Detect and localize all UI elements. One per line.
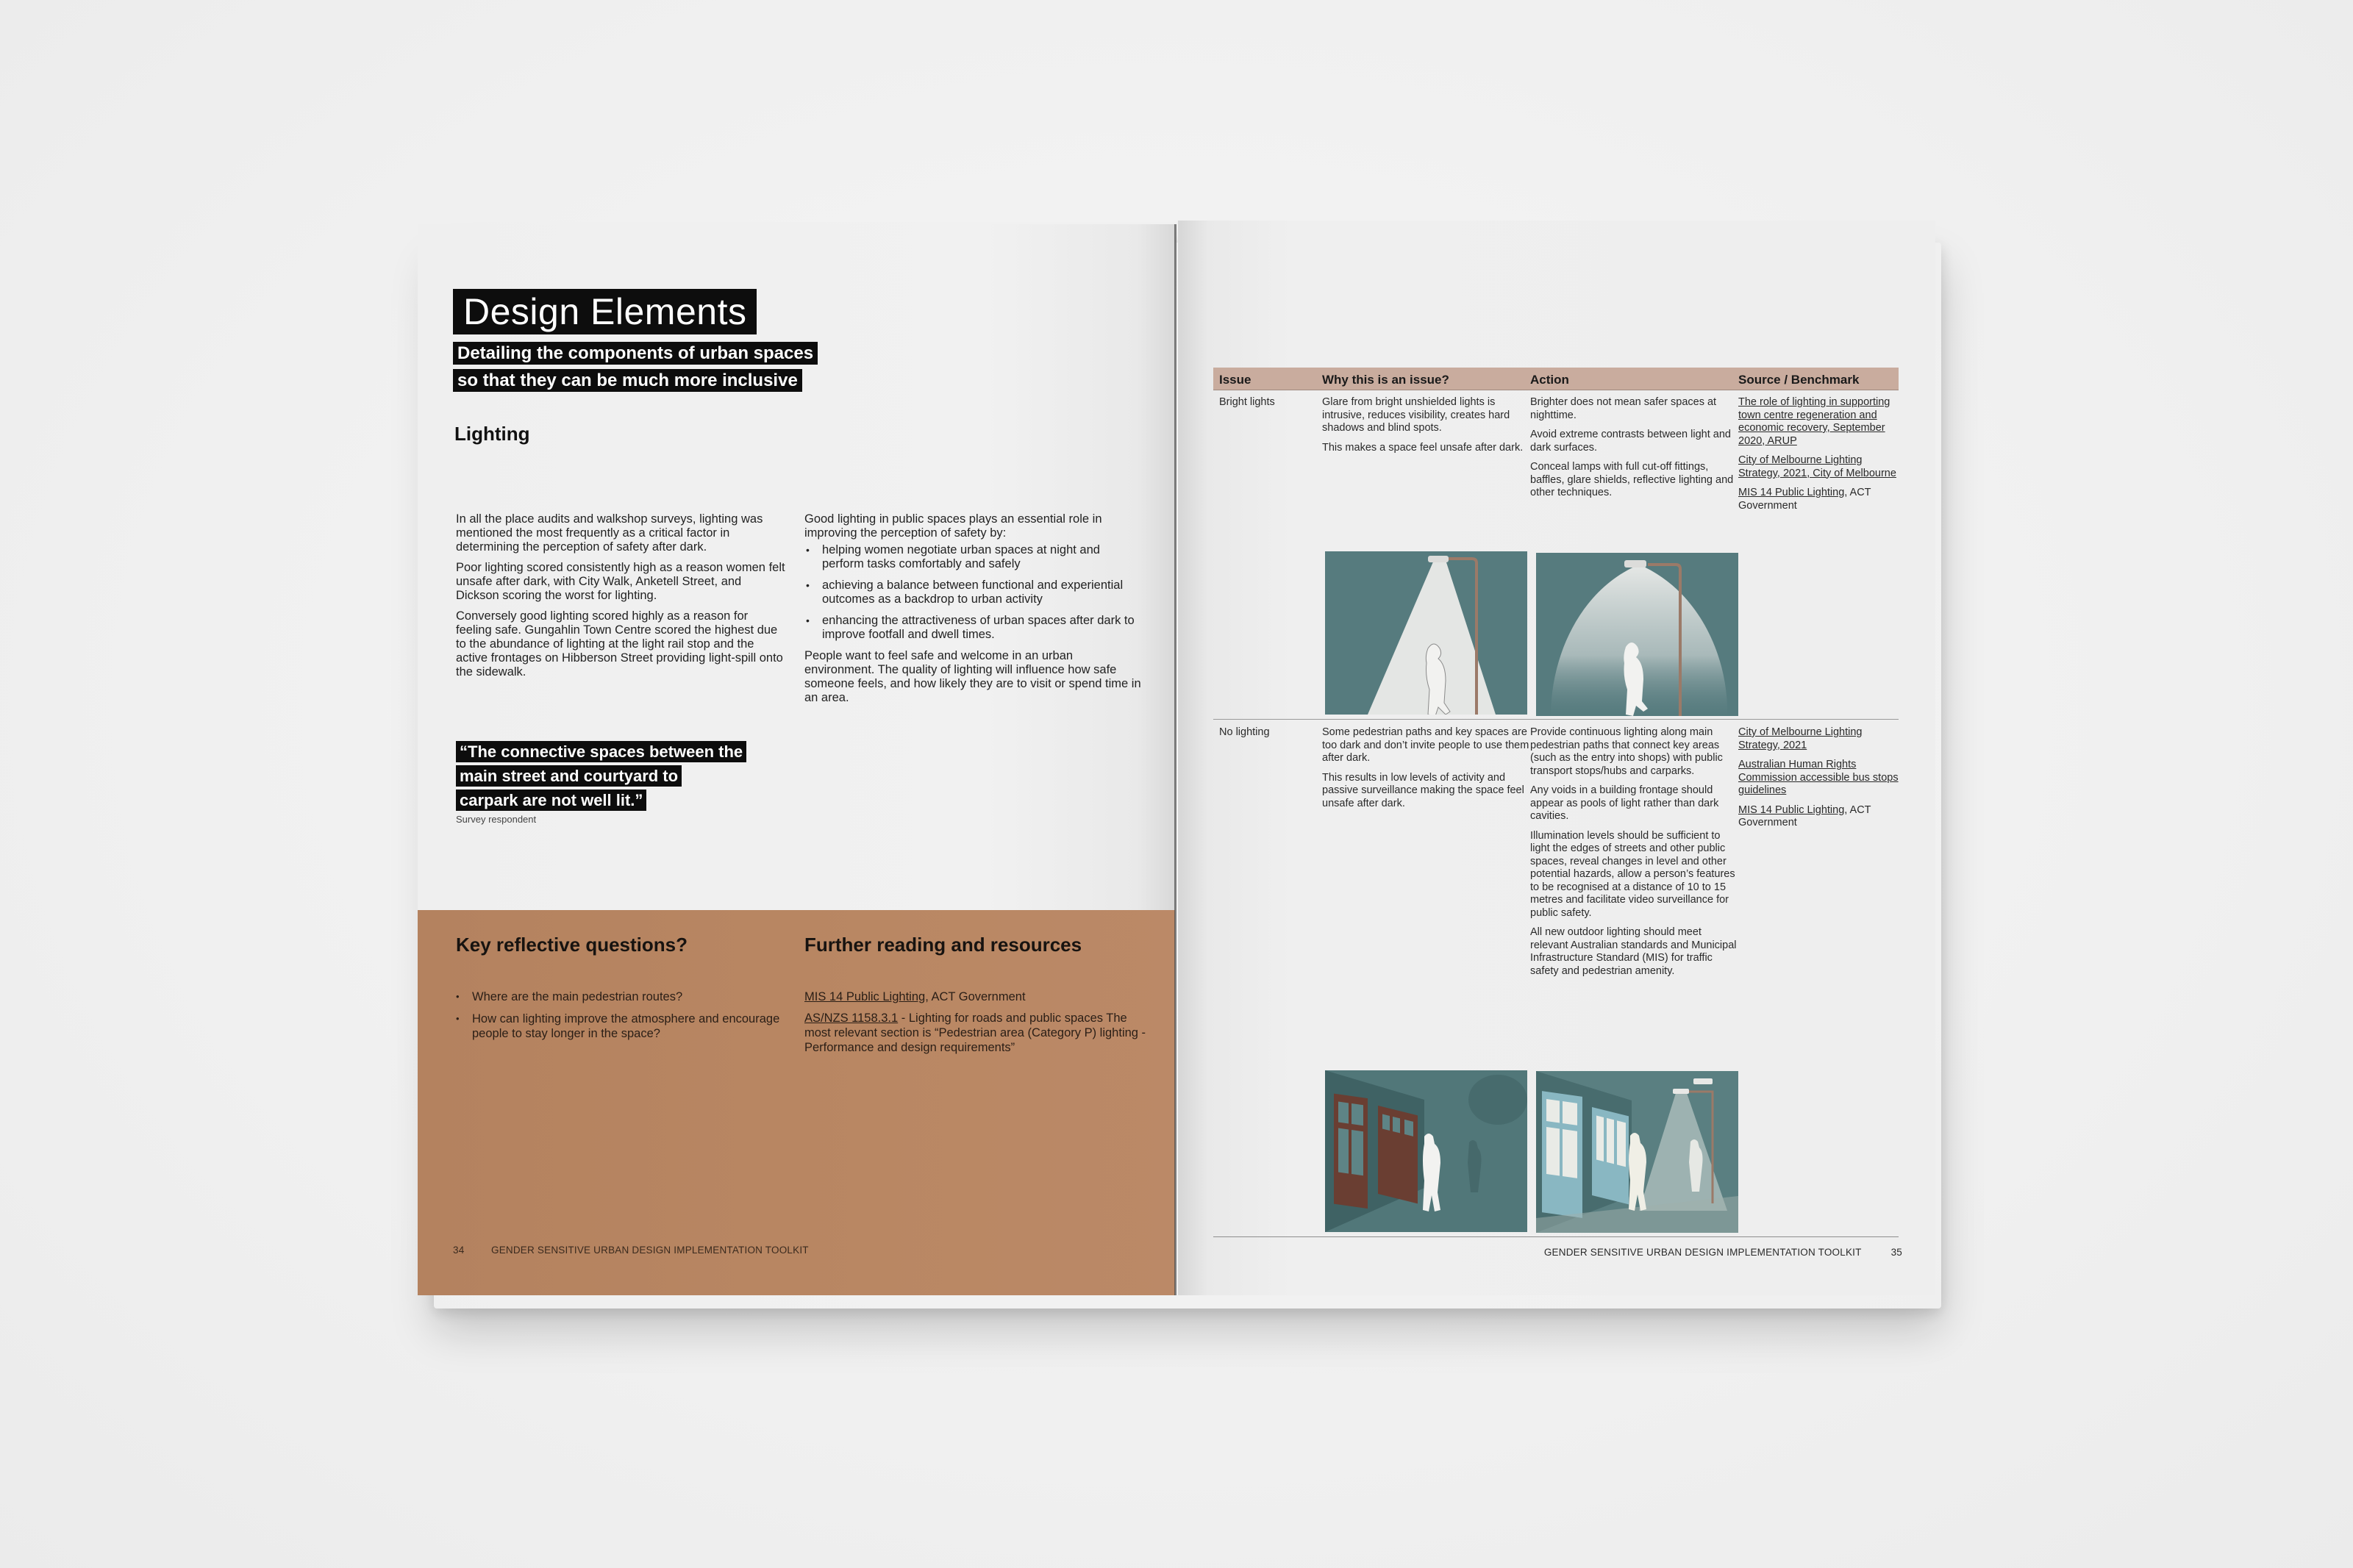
title-block — [453, 289, 818, 392]
lighting-issues-table — [1213, 368, 1899, 564]
list-item: • helping women negotiate urban spaces at night and perform tasks comfortably and safely — [822, 543, 1143, 571]
resource-item: AS/NZS 1158.3.1 - Lighting for roads and public spaces The most relevant section is “Pedestrian area (Category P) lighting - Performance and design requirements” — [804, 1012, 1146, 1054]
list-item: • enhancing the attractiveness of urban spaces after dark to improve footfall and dwell times. — [822, 614, 1143, 642]
source-link[interactable]: Australian Human Rights Commission accessible bus stops guidelines — [1738, 759, 1899, 796]
table-header — [1213, 368, 1899, 390]
page-footer — [453, 1245, 809, 1256]
table-row — [1213, 720, 1899, 984]
subtitle-line-1: Detailing the components of urban spaces — [453, 342, 818, 365]
body-column-2 — [804, 512, 1143, 712]
action-cell: Provide continuous lighting along main pedestrian paths that connect key areas (such as the entry into shops) with public transport stops/hubs and carparks. Any voids in a building frontage should appear as pools of light rather than dark cavities. Illumination levels should be sufficient to light the edges of streets and other public spaces, reveal changes in level and other potential hazards, allow a person’s features to be recognised at a distance of 10 to 15 metres and facilitate video surveillance for public safety. All new outdoor lighting should meet relevant Australian standards and Municipal Infrastructure Standard (MIS) for traffic safety and pedestrian amenity. — [1530, 726, 1737, 977]
resource-item: MIS 14 Public Lighting, ACT Government — [804, 990, 1026, 1003]
footer-rule — [1213, 1236, 1899, 1237]
book-spine — [1174, 224, 1176, 1295]
list-item: • How can lighting improve the atmosphere and encourage people to stay longer in the space? — [472, 1012, 803, 1041]
subtitle-line-2: so that they can be much more inclusive — [453, 369, 802, 392]
resource-link[interactable]: AS/NZS 1158.3.1 — [804, 1012, 899, 1025]
paragraph: Poor lighting scored consistently high as a reason women felt unsafe after dark, with City Walk, Anketell Street, and Dickson scoring the worst for lighting. — [456, 561, 785, 602]
why-cell: Glare from bright unshielded lights is intrusive, reduces visibility, creates hard shadows and blind spots. This makes a space feel unsafe after dark. — [1322, 396, 1524, 454]
dark-street-illustration — [1325, 1070, 1527, 1232]
quote-attribution: Survey respondent — [456, 814, 537, 825]
quote-line: “The connective spaces between the — [456, 741, 746, 762]
resources-panel — [418, 910, 1175, 1295]
table-row — [1213, 390, 1899, 564]
source-cell: The role of lighting in supporting town centre regeneration and economic recovery, September 2020, ARUP City of Melbourne Lighting Strategy, 2021, City of Melbourne MIS 14 Public Lighting, ACT Government — [1738, 396, 1896, 512]
quote-line: main street and courtyard to — [456, 765, 682, 787]
row-divider — [1213, 719, 1899, 720]
footer-title: GENDER SENSITIVE URBAN DESIGN IMPLEMENTATION TOOLKIT — [1543, 1247, 1862, 1258]
action-cell: Brighter does not mean safer spaces at nighttime. Avoid extreme contrasts between light and dark surfaces. Conceal lamps with full cut-off fittings, baffles, glare shields, reflective lighting and other techniques. — [1530, 396, 1734, 498]
source-link[interactable]: City of Melbourne Lighting Strategy, 2021 — [1738, 726, 1863, 751]
section-heading: Lighting — [454, 423, 530, 445]
page-footer — [1544, 1247, 1902, 1258]
column-header: Why this is an issue? — [1322, 373, 1449, 387]
lit-street-illustration — [1536, 1071, 1738, 1233]
key-questions-heading: Key reflective questions? — [456, 934, 688, 956]
pull-quote — [456, 741, 746, 825]
quote-line: carpark are not well lit.” — [456, 790, 646, 811]
page-number: 34 — [453, 1245, 465, 1256]
issue-cell: No lighting — [1219, 726, 1270, 738]
harsh-streetlight-cone-illustration — [1325, 551, 1527, 715]
column-header: Issue — [1219, 373, 1252, 387]
source-link[interactable]: The role of lighting in supporting town centre regeneration and economic recovery, September 2020, ARUP — [1738, 396, 1890, 447]
list-item: • Where are the main pedestrian routes? — [472, 989, 803, 1004]
page-title: Design Elements — [453, 289, 757, 334]
source-link[interactable]: MIS 14 Public Lighting — [1738, 487, 1845, 498]
list-item: • achieving a balance between functional and experiential outcomes as a backdrop to urban activity — [822, 579, 1143, 606]
soft-streetlight-glow-illustration — [1536, 553, 1738, 716]
further-reading-heading: Further reading and resources — [804, 934, 1082, 956]
source-cell: City of Melbourne Lighting Strategy, 2021 Australian Human Rights Commission accessible bus stops guidelines MIS 14 Public Lighting, ACT Government — [1738, 726, 1899, 828]
paragraph: Good lighting in public spaces plays an essential role in improving the perception of safety by: — [804, 512, 1102, 540]
column-header: Source / Benchmark — [1738, 373, 1860, 387]
paragraph: In all the place audits and walkshop surveys, lighting was mentioned the most frequently as a critical factor in determining the perception of safety after dark. — [456, 512, 763, 554]
left-page — [418, 224, 1175, 1295]
source-link[interactable]: MIS 14 Public Lighting — [1738, 803, 1845, 816]
right-page — [1178, 221, 1935, 1295]
source-link[interactable]: City of Melbourne Lighting Strategy, 2021, City of Melbourne — [1738, 454, 1896, 479]
body-column-1 — [456, 512, 787, 686]
footer-title: GENDER SENSITIVE URBAN DESIGN IMPLEMENTATION TOOLKIT — [491, 1245, 809, 1256]
lighting-issues-table-row-2 — [1213, 720, 1899, 984]
paragraph: People want to feel safe and welcome in an urban environment. The quality of lighting will influence how safe someone feels, and how likely they are to visit or spend time in an area. — [804, 649, 1141, 704]
paragraph: Conversely good lighting scored highly as a reason for feeling safe. Gungahlin Town Centre scored the highest due to the abundance of lighting at the light rail stop and the active frontages on Hibberson Street providing light-spill onto the sidewalk. — [456, 609, 783, 679]
column-header: Action — [1530, 373, 1569, 387]
page-number: 35 — [1890, 1247, 1902, 1258]
benefits-list — [804, 543, 1143, 642]
issue-cell: Bright lights — [1219, 396, 1275, 408]
key-questions-list — [456, 989, 803, 1048]
resource-link[interactable]: MIS 14 Public Lighting — [804, 990, 926, 1003]
further-reading-list — [804, 989, 1150, 1062]
why-cell: Some pedestrian paths and key spaces are too dark and don’t invite people to use them after dark. This results in low levels of activity and passive surveillance making the space feel unsafe after dark. — [1322, 726, 1529, 809]
